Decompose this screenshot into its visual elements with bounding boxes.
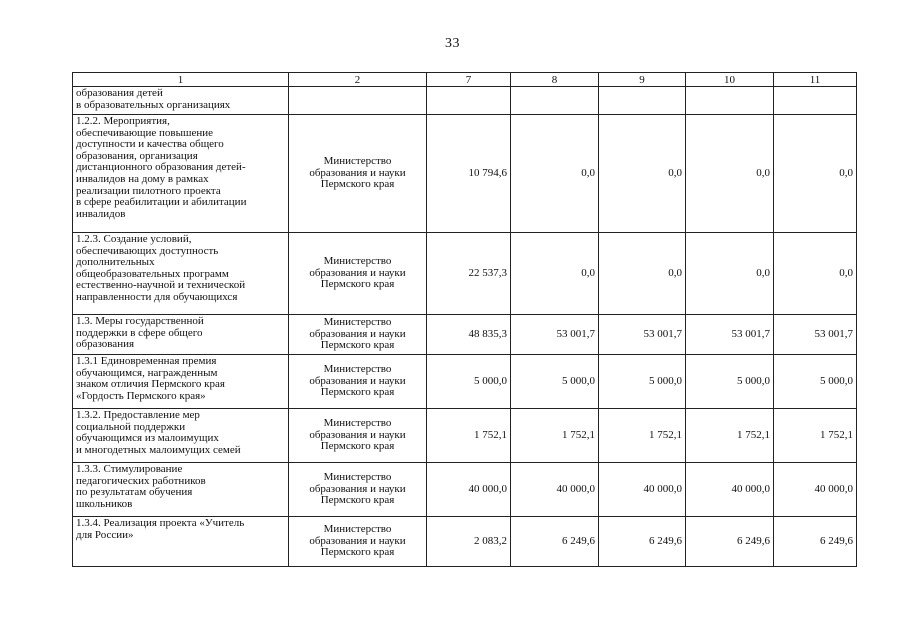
executor-cell xyxy=(289,315,427,355)
table-row xyxy=(73,87,857,115)
page-number: 33 xyxy=(445,36,460,51)
column-header: 1 xyxy=(73,73,289,87)
table-row xyxy=(73,233,857,315)
table-row xyxy=(73,115,857,233)
value-cell xyxy=(686,87,774,115)
value-cell: 6 249,6 xyxy=(686,517,774,567)
value-cell: 40 000,0 xyxy=(686,463,774,517)
activity-name-cell xyxy=(73,87,289,115)
activity-name-line: 1.3.3. Стимулирование xyxy=(76,463,183,475)
activity-name-cell xyxy=(73,233,289,315)
value-cell: 6 249,6 xyxy=(774,517,857,567)
executor-cell xyxy=(289,355,427,409)
activity-name-line: школьников xyxy=(76,497,133,510)
value-cell: 0,0 xyxy=(774,115,857,233)
value-cell: 0,0 xyxy=(599,115,686,233)
executor-line: Пермского края xyxy=(320,339,395,352)
activity-name-line: инвалидов на дому в рамках xyxy=(76,172,209,185)
activity-name-line: обучающимся из малоимущих xyxy=(76,432,219,445)
column-header: 10 xyxy=(686,73,774,87)
executor-line: Министерство xyxy=(323,155,392,168)
executor-line: Пермского края xyxy=(320,440,395,453)
activity-name-line: для России» xyxy=(76,528,134,541)
value-cell: 1 752,1 xyxy=(427,409,511,463)
value-cell: 22 537,3 xyxy=(427,233,511,315)
value-cell: 1 752,1 xyxy=(686,409,774,463)
value-cell: 0,0 xyxy=(511,115,599,233)
activity-name-line: по результатам обучения xyxy=(76,486,193,499)
table-row xyxy=(73,315,857,355)
activity-name-line: общеобразовательных программ xyxy=(76,267,229,280)
value-cell: 1 752,1 xyxy=(599,409,686,463)
activity-name-line: обеспечивающие повышение xyxy=(76,126,214,139)
activity-name-cell xyxy=(73,355,289,409)
activity-name-line: в сфере реабилитации и абилитации xyxy=(76,196,247,209)
value-cell: 5 000,0 xyxy=(774,355,857,409)
value-cell xyxy=(427,87,511,115)
executor-cell xyxy=(289,115,427,233)
activity-name-line: 1.3.1 Единовременная премия xyxy=(76,355,217,367)
activity-name-line: социальной поддержки xyxy=(76,420,186,433)
executor-line: образования и науки xyxy=(309,428,406,441)
activity-name-line: образования xyxy=(76,338,135,351)
column-header: 9 xyxy=(599,73,686,87)
budget-table xyxy=(72,72,857,567)
activity-name-line: «Гордость Пермского края» xyxy=(76,389,206,402)
value-cell: 5 000,0 xyxy=(686,355,774,409)
activity-name-line: знаком отличия Пермского края xyxy=(76,378,225,391)
value-cell: 53 001,7 xyxy=(599,315,686,355)
table-row xyxy=(73,463,857,517)
executor-line: образования и науки xyxy=(309,327,406,340)
value-cell: 5 000,0 xyxy=(599,355,686,409)
activity-name-line: дополнительных xyxy=(76,256,155,269)
value-cell: 2 083,2 xyxy=(427,517,511,567)
value-cell: 48 835,3 xyxy=(427,315,511,355)
executor-line: Министерство xyxy=(323,316,392,329)
activity-name-cell xyxy=(73,409,289,463)
activity-name-line: 1.3. Меры государственной xyxy=(76,315,204,327)
activity-name-line: и многодетных малоимущих семей xyxy=(76,443,241,456)
executor-line: Пермского края xyxy=(320,546,395,559)
column-header: 11 xyxy=(774,73,857,87)
value-cell: 6 249,6 xyxy=(511,517,599,567)
executor-line: образования и науки xyxy=(309,166,406,179)
table-row xyxy=(73,517,857,567)
executor-line: образования и науки xyxy=(309,482,406,495)
value-cell: 0,0 xyxy=(599,233,686,315)
executor-line: Министерство xyxy=(323,471,392,484)
activity-name-cell xyxy=(73,463,289,517)
activity-name-line: образования, организация xyxy=(76,149,198,162)
activity-name-line: инвалидов xyxy=(76,207,126,220)
executor-line: Пермского края xyxy=(320,178,395,191)
activity-name-line: 1.2.3. Создание условий, xyxy=(76,233,192,245)
executor-line: образования и науки xyxy=(309,374,406,387)
activity-name-cell xyxy=(73,115,289,233)
value-cell xyxy=(774,87,857,115)
column-header: 2 xyxy=(289,73,427,87)
activity-name-line: 1.2.2. Мероприятия, xyxy=(76,115,170,127)
value-cell: 1 752,1 xyxy=(774,409,857,463)
executor-cell xyxy=(289,463,427,517)
executor-line: Пермского края xyxy=(320,278,395,291)
activity-name-cell xyxy=(73,517,289,567)
value-cell: 40 000,0 xyxy=(774,463,857,517)
activity-name-line: 1.3.4. Реализация проекта «Учитель xyxy=(76,517,245,529)
value-cell: 53 001,7 xyxy=(686,315,774,355)
value-cell: 10 794,6 xyxy=(427,115,511,233)
activity-name-line: образования детей xyxy=(76,87,163,99)
executor-cell xyxy=(289,233,427,315)
value-cell: 1 752,1 xyxy=(511,409,599,463)
value-cell: 0,0 xyxy=(511,233,599,315)
value-cell: 53 001,7 xyxy=(511,315,599,355)
value-cell: 0,0 xyxy=(686,115,774,233)
executor-line: образования и науки xyxy=(309,266,406,279)
table-row xyxy=(73,355,857,409)
activity-name-line: поддержки в сфере общего xyxy=(76,326,203,339)
value-cell xyxy=(511,87,599,115)
value-cell: 40 000,0 xyxy=(427,463,511,517)
value-cell: 6 249,6 xyxy=(599,517,686,567)
value-cell: 5 000,0 xyxy=(511,355,599,409)
value-cell xyxy=(599,87,686,115)
executor-line: Пермского края xyxy=(320,494,395,507)
activity-name-line: дистанционного образования детей- xyxy=(76,161,246,174)
activity-name-line: в образовательных организациях xyxy=(76,98,231,111)
executor-line: Министерство xyxy=(323,417,392,430)
activity-name-line: обеспечивающих доступность xyxy=(76,244,219,257)
executor-line: образования и науки xyxy=(309,534,406,547)
executor-cell xyxy=(289,517,427,567)
value-cell: 40 000,0 xyxy=(599,463,686,517)
table-body xyxy=(73,87,857,567)
value-cell: 40 000,0 xyxy=(511,463,599,517)
value-cell: 5 000,0 xyxy=(427,355,511,409)
column-header: 7 xyxy=(427,73,511,87)
executor-line: Министерство xyxy=(323,255,392,268)
activity-name-line: обучающимся, награжденным xyxy=(76,366,218,379)
value-cell: 53 001,7 xyxy=(774,315,857,355)
activity-name-line: естественно-научной и технической xyxy=(76,279,246,292)
executor-cell xyxy=(289,87,427,115)
activity-name-line: реализации пилотного проекта xyxy=(76,184,221,197)
executor-line: Пермского края xyxy=(320,386,395,399)
activity-name-line: направленности для обучающихся xyxy=(76,290,238,303)
executor-line: Министерство xyxy=(323,523,392,536)
activity-name-line: педагогических работников xyxy=(76,474,206,487)
value-cell: 0,0 xyxy=(686,233,774,315)
executor-line: Министерство xyxy=(323,363,392,376)
activity-name-line: доступности и качества общего xyxy=(76,138,224,151)
column-header: 8 xyxy=(511,73,599,87)
activity-name-cell xyxy=(73,315,289,355)
activity-name-line: 1.3.2. Предоставление мер xyxy=(76,409,200,421)
header-row xyxy=(73,73,857,87)
table-row xyxy=(73,409,857,463)
executor-cell xyxy=(289,409,427,463)
value-cell: 0,0 xyxy=(774,233,857,315)
